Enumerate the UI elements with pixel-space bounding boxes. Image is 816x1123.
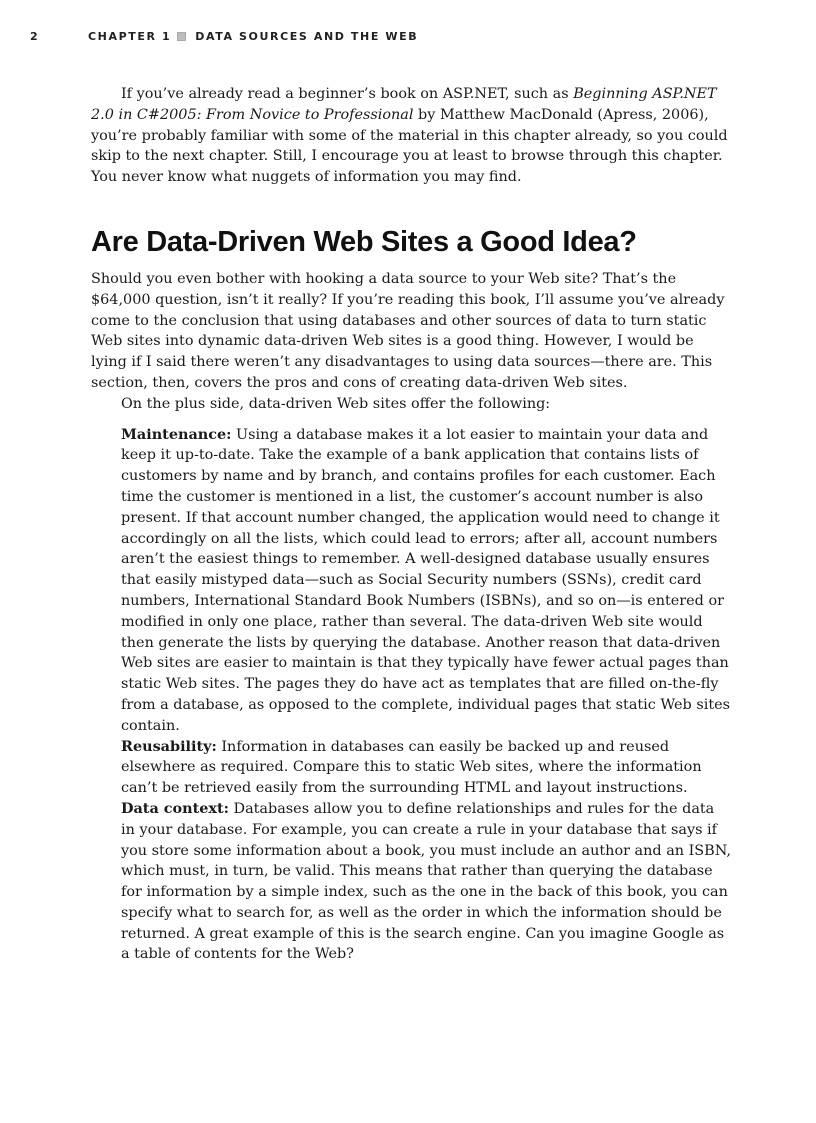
advantage-text: Using a database makes it a lot easier to maintain your data and keep it up-to-date. Take the example of a bank application that contains lists of customers by name and by branch, and contains profiles for each customer. Each time the customer is mentioned in a list, the customer’s account number is also present. If that account number changed, the application would need to change it accordingly on all the lists, which could lead to errors; after all, account numbers aren’t the easiest things to remember. A well-designed database usually ensures that easily mistyped data—such as Social Security numbers (SSNs), credit card numbers, International Standard Book Numbers (ISBNs), and so on—is entered or modified in only one place, rather than several. The data-driven Web site would then generate the lists by querying the database. Another reason that data-driven Web sites are easier to maintain is that they typically have fewer actual pages than static Web sites. The pages they do have act as templates that are filled on-the-fly from a database, as opposed to the complete, individual pages that static Web sites contain. <box>121 426 731 734</box>
section-paragraph-1: Should you even bother with hooking a data source to your Web site? That’s the $64,000 question, isn’t it really? If you’re reading this book, I’ll assume you’ve already come to the conclusion that using databases and other sources of data to turn static Web sites into dynamic data-driven Web sites is a good thing. However, I would be lying if I said there weren’t any disadvantages to using data sources—there are. This section, then, covers the pros and cons of creating data-driven Web sites. <box>91 270 725 391</box>
separator-square-icon <box>177 32 186 41</box>
intro-paragraph <box>91 84 731 188</box>
book-title: Beginning ASP.NET 2.0 in C#2005: From Novice to Professional <box>91 86 717 123</box>
advantage-term: Maintenance: <box>121 425 232 443</box>
intro-prefix: If you’ve already read a beginner’s book on ASP.NET, such as <box>121 86 574 102</box>
section-heading: Are Data-Driven Web Sites a Good Idea? <box>91 225 637 258</box>
advantage-term: Reusability: <box>121 737 217 755</box>
advantage-text: Databases allow you to define relationships and rules for the data in your database. For example, you can create a rule in your database that says if you store some information about a book, you must include an author and an ISBN, which must, in turn, be valid. This means that rather than querying the database for information by a simple index, such as the one in the back of this book, you can specify what to search for, as well as the order in which the information should be returned. A great example of this is the search engine. Can you imagine Google as a table of contents for the Web? <box>121 800 731 963</box>
intro-suffix: by Matthew MacDonald (Apress, 2006), you’re probably familiar with some of the material in this chapter already, so you could skip to the next chapter. Still, I encourage you at least to browse through this chapter. You never know what nuggets of information you may find. <box>91 106 728 186</box>
advantage-data-context <box>121 799 731 965</box>
running-head <box>30 29 418 43</box>
chapter-label: CHAPTER 1 <box>88 29 172 43</box>
advantage-text: Information in databases can easily be backed up and reused elsewhere as required. Compare this to static Web sites, where the information can’t be retrieved easily from the surrounding HTML and layout instructions. <box>121 738 702 797</box>
section-paragraph-2: On the plus side, data-driven Web sites offer the following: <box>121 395 551 412</box>
page-number: 2 <box>30 29 40 43</box>
chapter-title: DATA SOURCES AND THE WEB <box>195 29 419 43</box>
advantage-maintenance <box>121 425 731 737</box>
advantage-term: Data context: <box>121 799 229 817</box>
advantage-reusability <box>121 737 731 799</box>
advantages-list <box>91 425 731 966</box>
page-content <box>91 84 731 965</box>
